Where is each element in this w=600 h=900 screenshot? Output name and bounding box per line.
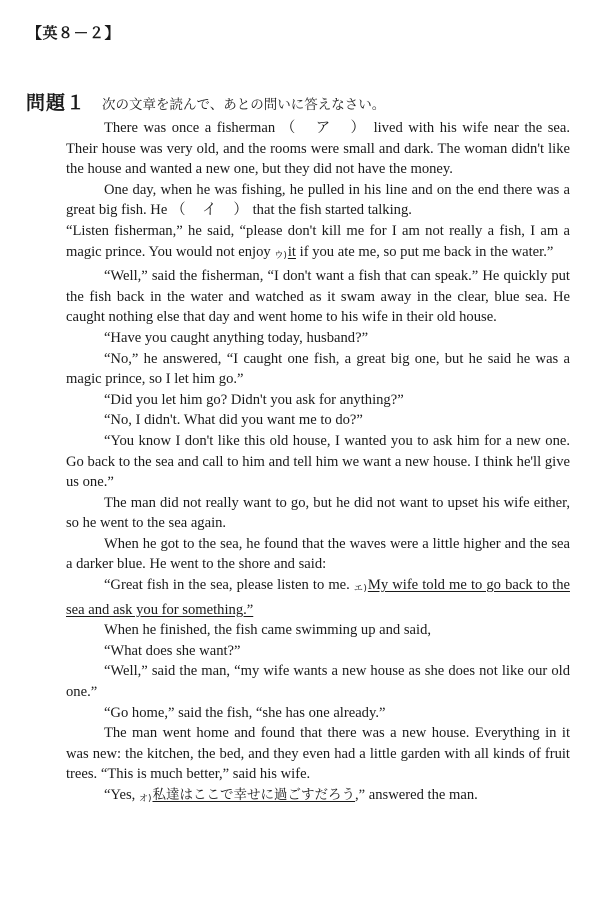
section-label: 【英８－２】 xyxy=(27,24,121,42)
blank-i: （ イ ） xyxy=(170,202,249,219)
blank-a: （ ア ） xyxy=(280,120,369,136)
paragraph-text: “Great fish in the sea, please listen to me. xyxy=(103,577,350,594)
paragraph-11: When he got to the sea, he found that the waves were a little higher and the sea a darker blue. He went to the shore and said: xyxy=(66,535,570,573)
paragraph-18 xyxy=(66,785,570,810)
paragraph-12 xyxy=(66,575,570,620)
question-marker-e: エ) xyxy=(353,584,367,595)
paragraph-6: “No,” he answered, “I caught one fish, a great big one, but he said he was a magic prince, so I let him go.” xyxy=(66,350,570,388)
paragraph-10: The man did not really want to go, but he did not want to upset his wife either, so he went to the sea again. xyxy=(66,494,570,532)
paragraph-1 xyxy=(66,118,570,180)
paragraph-3 xyxy=(66,221,570,266)
paragraph-text: “Listen fisherman,” he said, “please don't kill me for I am not really a fish, I am a magic prince. You would not enjoy xyxy=(66,222,570,260)
paragraph-14: “What does she want?” xyxy=(103,642,241,659)
paragraph-7: “Did you let him go? Didn't you ask for anything?” xyxy=(103,391,404,408)
paragraph-text: “Yes, xyxy=(103,787,136,803)
paragraph-text: ,” answered the man. xyxy=(355,787,478,803)
paragraph-9: “You know I don't like this old house, I wanted you to ask him for a new one. Go back to the sea and call to him and tell him we want a new house. I think he'll give us one.” xyxy=(66,432,570,491)
reading-passage xyxy=(66,118,570,810)
paragraph-text: One day, when he was fishing, he pulled in his line and on the end there was a great big fish. He xyxy=(66,181,570,219)
question-marker-u: ウ) xyxy=(274,250,287,261)
paragraph-text: There was once a fisherman xyxy=(103,120,276,136)
paragraph-4: “Well,” said the fisherman, “I don't want a fish that can speak.” He quickly put the fish back in the water and watched as it swam away in the clear, blue sea. He caught nothing else that day and went home to his wife in their old house. xyxy=(66,268,570,326)
paragraph-8: “No, I didn't. What did you want me to do?” xyxy=(103,412,363,429)
problem-heading xyxy=(26,88,586,115)
paragraph-17: The man went home and found that there was a new house. Everything in it was new: the kitchen, the bed, and they even had a little garden with all kinds of fruit trees. “This is much better,” said his wife. xyxy=(66,725,570,783)
problem-instruction: 次の文章を読んで、あとの問いに答えなさい。 xyxy=(102,97,386,113)
underlined-phrase-e: My wife told me to go back to the sea and ask you for something.” xyxy=(66,577,570,618)
paragraph-text: that the fish started talking. xyxy=(252,202,412,219)
underlined-phrase-u: it xyxy=(287,243,296,260)
paragraph-15: “Well,” said the man, “my wife wants a new house as she does not like our old one.” xyxy=(66,663,570,701)
paragraph-5: “Have you caught anything today, husband?” xyxy=(103,329,369,346)
underlined-phrase-o: 私達はここで幸せに過ごすだろう xyxy=(152,787,355,803)
question-marker-o: オ) xyxy=(138,794,152,804)
paragraph-16: “Go home,” said the fish, “she has one already.” xyxy=(103,704,386,721)
paragraph-2 xyxy=(66,180,570,221)
paragraph-13: When he finished, the fish came swimming up and said, xyxy=(103,622,432,639)
problem-number: 問題１ xyxy=(26,92,87,114)
paragraph-text: lived with his wife near the sea. Their house was very old, and the rooms were small and dark. The woman didn't like the house and wanted a new one, but they did not have the money. xyxy=(66,120,571,178)
paragraph-text: if you ate me, so put me back in the water.” xyxy=(299,243,554,260)
